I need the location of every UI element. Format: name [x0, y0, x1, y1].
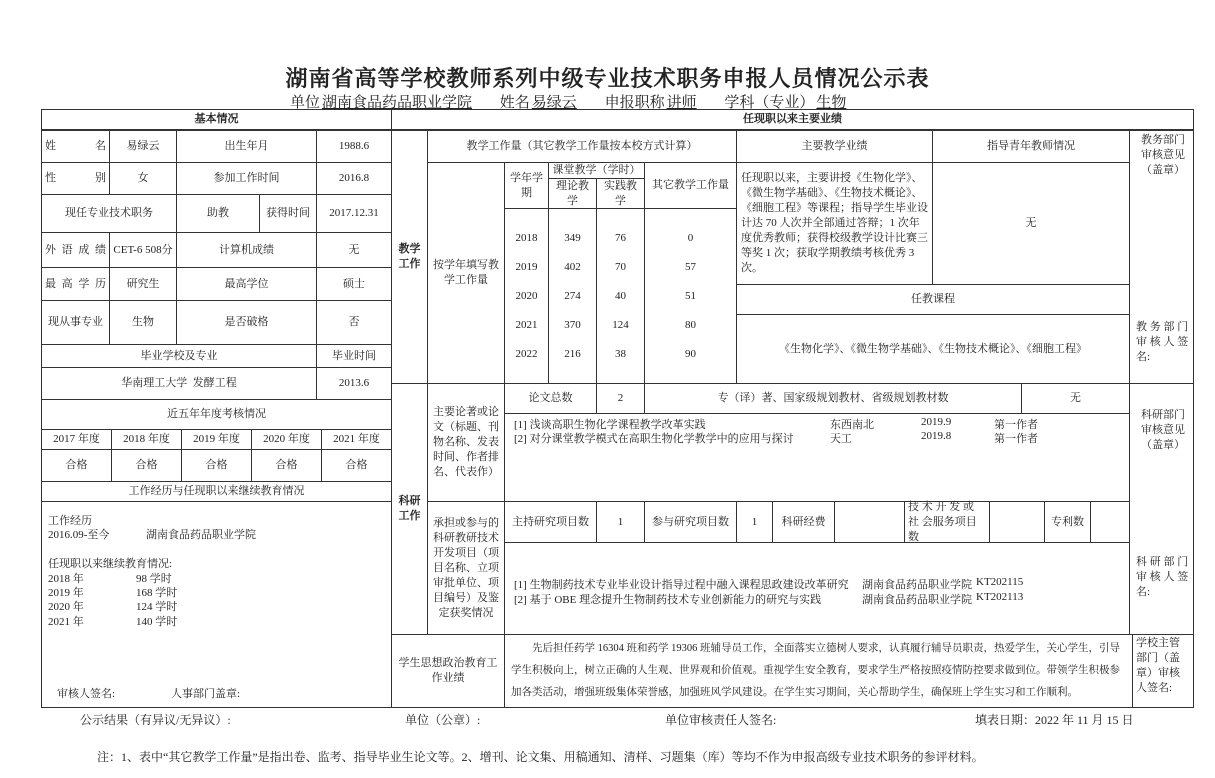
assess-year: 2021 年度 — [321, 429, 392, 450]
join-value: 1 — [736, 501, 773, 543]
obtained-label: 获得时间 — [259, 194, 317, 233]
project-title: [2] 基于 OBE 理念提升生物制药技术专业创新能力的研究与实践 — [514, 594, 822, 606]
student-work-label: 学生思想政治教育工作业绩 — [391, 634, 505, 708]
computer-label: 计算机成绩 — [176, 232, 317, 268]
grad-time-label: 毕业时间 — [316, 344, 392, 368]
unit-value: 湖南食品药品职业学院 — [322, 95, 473, 111]
practice-label: 实践教学 — [596, 178, 645, 209]
workload-header: 教学工作量（其它教学工作量按本校方式计算） — [427, 130, 737, 163]
gender-label: 性 别 — [41, 162, 110, 195]
work-start-value: 2016.8 — [316, 162, 392, 195]
papers-label: 主要论著或论文（标题、刊物名称、发表时间、作者排名、代表作） — [427, 383, 505, 502]
teaching-label: 教学工作 — [391, 130, 428, 384]
performance-header: 任现职以来主要业绩 — [391, 109, 1194, 130]
patent-value — [1090, 501, 1130, 543]
basic-info-header: 基本情况 — [41, 109, 392, 130]
year-label: 学年学期 — [504, 162, 549, 209]
school-dept-sign: 学校主管部门（盖章）审核人签名: — [1132, 634, 1194, 708]
projects-label: 承担或参与的科研教研技术开发项目（项目名称、立项审批单位、项目编号）及鉴定获奖情况 — [427, 501, 505, 635]
cont-hours: 98 学时 — [136, 573, 172, 585]
obtained-value: 2017.12.31 — [316, 194, 392, 233]
degree-label: 最高学位 — [176, 267, 317, 301]
paper-count-label: 论文总数 — [504, 383, 597, 414]
books-value: 无 — [1021, 383, 1130, 414]
host-value: 1 — [596, 501, 645, 543]
language-value: CET-6 508分 — [109, 232, 177, 268]
assess-year: 2019 年度 — [181, 429, 252, 450]
theory-label: 理论教学 — [548, 178, 597, 209]
current-title-value: 助教 — [176, 194, 260, 233]
cont-year: 2018 年 — [48, 573, 84, 585]
exception-label: 是否破格 — [176, 300, 317, 345]
other-column: 0 57 51 80 90 — [644, 208, 737, 384]
exp-title: 工作经历 — [48, 515, 92, 527]
cont-hours: 168 学时 — [136, 587, 178, 599]
hr-stamp: 人事部门盖章: — [171, 688, 241, 700]
practice-column: 76 70 40 124 38 — [596, 208, 645, 384]
exp-org: 湖南食品药品职业学院 — [146, 529, 256, 541]
language-label: 外 语 成 绩 — [41, 232, 110, 268]
edu-dept-sign: 教 务 部 门 审 核 人 签 名: — [1136, 321, 1189, 363]
gender-value: 女 — [109, 162, 177, 195]
project-org: 湖南食品药品职业学院 — [862, 579, 972, 591]
publicity-result: 公示结果（有异议/无异议）: — [80, 713, 231, 727]
project-code: KT202115 — [976, 576, 1024, 588]
fill-date: 填表日期：2022 年 11 月 15 日 — [975, 713, 1134, 727]
computer-value: 无 — [316, 232, 392, 268]
degree-value: 硕士 — [316, 267, 392, 301]
reviewer-sign: 审核人签名: — [57, 688, 116, 700]
cont-edu-title: 任现职以来继续教育情况: — [48, 558, 173, 570]
birth-label: 出生年月 — [176, 130, 317, 163]
unit-stamp: 单位（公章）: — [405, 713, 481, 727]
paper-journal: 天工 — [830, 433, 852, 445]
fund-value — [834, 501, 905, 543]
assess-year: 2017 年度 — [41, 429, 112, 450]
cont-hours: 124 学时 — [136, 601, 178, 613]
assess-result: 合格 — [181, 449, 252, 482]
education-label: 最 高 学 历 — [41, 267, 110, 301]
subject-label: 学科（专业） — [724, 95, 815, 111]
assess-result: 合格 — [251, 449, 322, 482]
experience-label: 工作经历与任现职以来继续教育情况 — [41, 481, 392, 502]
exp-period: 2016.09-至今 — [48, 529, 110, 541]
major-label: 现从事专业 — [41, 300, 110, 345]
fund-label: 科研经费 — [772, 501, 835, 543]
paper-rank: 第一作者 — [994, 433, 1038, 445]
major-value: 生物 — [109, 300, 177, 345]
cont-year: 2019 年 — [48, 587, 84, 599]
project-org: 湖南食品药品职业学院 — [862, 594, 972, 606]
name-value: 易绿云 — [531, 95, 577, 111]
assess-year: 2020 年度 — [251, 429, 322, 450]
assess-year: 2018 年度 — [111, 429, 182, 450]
service-value — [989, 501, 1045, 543]
subject-value: 生物 — [816, 95, 847, 111]
paper-title: [2] 对分课堂教学模式在高职生物化学教学中的应用与探讨 — [514, 433, 794, 445]
research-label: 科研工作 — [391, 383, 428, 635]
research-dept-sign: 科 研 部 门 审 核 人 签 名: — [1136, 556, 1189, 598]
title-label: 申报职称 — [604, 95, 665, 111]
page-title: 湖南省高等学校教师系列中级专业技术职务申报人员情况公示表 — [285, 66, 930, 91]
paper-journal: 东西南北 — [830, 419, 874, 431]
year-column: 2018 2019 2020 2021 2022 — [504, 208, 549, 384]
cont-year: 2021 年 — [48, 616, 84, 628]
host-label: 主持研究项目数 — [504, 501, 597, 543]
achievement-text: 任现职以来，主要讲授《生物化学》、《微生物学基础》、《生物技术概论》、《细胞工程》等课程；指导学生毕业设计达 70 人次并全部通过答辩；1 次年度优秀教师；获得校级教学设计比赛三等奖 1 次；获取学期教绩考核优秀 3 次。 — [736, 162, 933, 285]
other-label: 其它教学工作量 — [644, 162, 737, 209]
assess-result: 合格 — [321, 449, 392, 482]
by-year-label: 按学年填写教学工作量 — [427, 162, 505, 384]
name-label: 姓 名 — [41, 130, 110, 163]
paper-date: 2019.9 — [921, 416, 952, 428]
paper-title: [1] 浅谈高职生物化学课程教学改革实践 — [514, 419, 706, 431]
edu-dept-opinion: 教务部门审核意见（盖章） — [1141, 134, 1185, 176]
student-work-text: 先后担任药学 16304 班和药学 19306 班辅导员工作，全面落实立德树人要求，认真履行辅导员职责，热爱学生，关心学生，引导学生积极向上，树立正确的人生观、世界观和价值观。重视学生安全教育，要求学生严格按照疫情防控要求做到位。带领学生积极参加各类活动，增强班级集体荣誉感，加强班风学风建设。在学生实习期间，关心帮助学生，确保班上学生实习和工作顺利。 — [504, 634, 1133, 708]
courses-label: 任教课程 — [736, 284, 1130, 315]
title-value: 讲师 — [666, 95, 697, 111]
mentor-label: 指导青年教师情况 — [932, 130, 1130, 163]
cont-hours: 140 学时 — [136, 616, 178, 628]
school-label: 毕业学校及专业 — [41, 344, 317, 368]
project-code: KT202113 — [976, 591, 1024, 603]
cont-year: 2020 年 — [48, 601, 84, 613]
assess-result: 合格 — [111, 449, 182, 482]
footnote: 注：1、表中“其它教学工作量”是指出卷、监考、指导毕业生论文等。2、增刊、论文集、用稿通知、清样、习题集（库）等均不作为申报高级专业技术职务的参评材料。 — [97, 750, 984, 764]
school-value: 华南理工大学 发酵工程 — [41, 367, 317, 400]
assessment-label: 近五年年度考核情况 — [41, 399, 392, 430]
service-label: 技 术 开 发 或 社 会服务项目数 — [904, 501, 990, 543]
mentor-text: 无 — [932, 162, 1130, 285]
assess-result: 合格 — [41, 449, 112, 482]
grad-time-value: 2013.6 — [316, 367, 392, 400]
courses-text: 《生物化学》、《微生物学基础》、《生物技术概论》、《细胞工程》 — [736, 314, 1130, 384]
achievement-label: 主要教学业绩 — [736, 130, 933, 163]
exception-value: 否 — [316, 300, 392, 345]
unit-label: 单位 — [290, 95, 321, 111]
unit-sign: 单位审核责任人签名: — [665, 713, 777, 727]
paper-count: 2 — [596, 383, 645, 414]
research-dept-opinion: 科研部门审核意见（盖章） — [1141, 409, 1185, 451]
name-label: 姓名 — [499, 95, 530, 111]
join-label: 参与研究项目数 — [644, 501, 737, 543]
theory-column: 349 402 274 370 216 — [548, 208, 597, 384]
paper-date: 2019.8 — [921, 430, 952, 442]
paper-rank: 第一作者 — [994, 419, 1038, 431]
name-value: 易绿云 — [109, 130, 177, 163]
education-value: 研究生 — [109, 267, 177, 301]
current-title-label: 现任专业技术职务 — [41, 194, 177, 233]
class-label: 课堂教学（学时） — [548, 162, 645, 179]
books-label: 专（译）著、国家级规划教材、省级规划教材数 — [644, 383, 1022, 414]
work-start-label: 参加工作时间 — [176, 162, 317, 195]
birth-value: 1988.6 — [316, 130, 392, 163]
project-title: [1] 生物制药技术专业毕业设计指导过程中融入课程思政建设改革研究 — [514, 579, 849, 591]
patent-label: 专利数 — [1044, 501, 1091, 543]
